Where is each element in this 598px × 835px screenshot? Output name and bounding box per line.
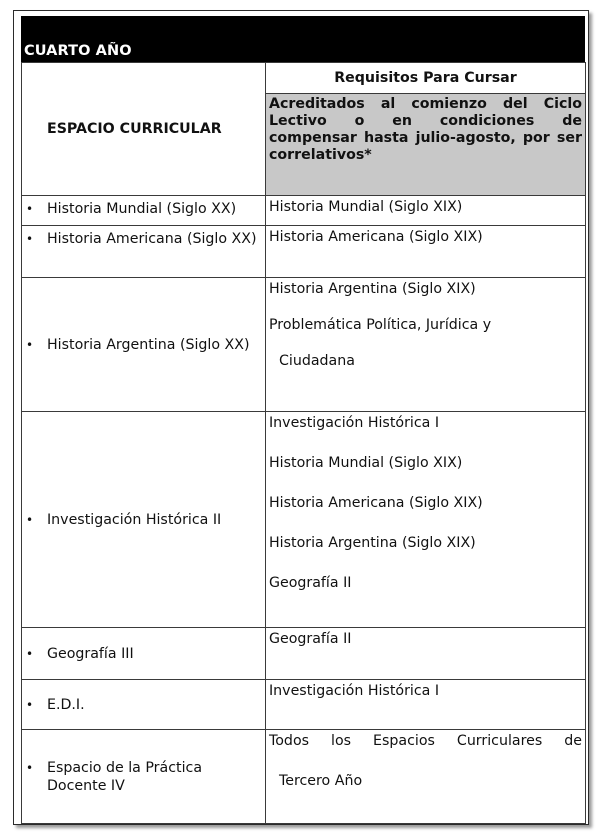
requirements-cell [266, 196, 586, 226]
table-row [22, 278, 586, 412]
requirement-item: Historia Argentina (Siglo XIX) [269, 281, 476, 297]
subject-label: E.D.I. [47, 696, 85, 713]
subject-cell [22, 196, 266, 226]
table-row [22, 628, 586, 680]
table-row [22, 730, 586, 824]
requirement-item: Investigación Histórica I [269, 415, 440, 431]
requirement-word: los [331, 733, 352, 749]
subject-label: Historia Mundial (Siglo XX) [47, 201, 237, 217]
bullet-icon: • [26, 697, 34, 712]
requirement-word: Curriculares [456, 733, 543, 749]
bullet-icon: • [26, 232, 34, 246]
requirement-item: Historia Mundial (Siglo XIX) [269, 455, 463, 471]
table-row [22, 196, 586, 226]
requirement-item: Geografía II [269, 575, 352, 591]
bullet-icon: • [26, 760, 34, 775]
requirement-item: Ciudadana [279, 353, 355, 369]
table-row [22, 680, 586, 730]
bullet-icon: • [26, 646, 34, 661]
bullet-icon: • [26, 202, 34, 216]
espacio-curricular-header: ESPACIO CURRICULAR [22, 63, 266, 196]
subject-cell [22, 278, 266, 412]
requirement-item [269, 732, 582, 750]
requirement-word: de [564, 733, 582, 749]
requirement-item: Historia Argentina (Siglo XIX) [269, 535, 476, 551]
requirement-item: Tercero Año [279, 773, 363, 789]
subject-label: Investigación Histórica II [47, 511, 222, 528]
bullet-icon: • [26, 337, 34, 352]
requirements-cell [266, 226, 586, 278]
table-row [22, 412, 586, 628]
requirement-item: Geografía II [269, 631, 352, 647]
subject-cell [22, 412, 266, 628]
section-title: CUARTO AÑO [24, 43, 132, 59]
subject-cell [22, 226, 266, 278]
subject-label: Historia Argentina (Siglo XX) [47, 336, 250, 353]
subject-label: Geografía III [47, 645, 134, 662]
requirements-cell [266, 278, 586, 412]
acreditados-subheader: Acreditados al comienzo del Ciclo Lectivo o en condiciones de compensar hasta julio-agosto, por ser correlativos* [266, 94, 586, 196]
requisitos-header: Requisitos Para Cursar [266, 63, 586, 94]
requirements-cell [266, 412, 586, 628]
requirements-cell [266, 680, 586, 730]
requirement-item: Investigación Histórica I [269, 683, 440, 699]
section-title-bar [21, 16, 585, 62]
requirement-item: Historia Mundial (Siglo XIX) [269, 199, 463, 215]
table-row [22, 226, 586, 278]
requirement-word: Espacios [373, 733, 435, 749]
subject-label: Historia Americana (Siglo XX) [47, 231, 257, 247]
requirement-item: Problemática Política, Jurídica y [269, 317, 492, 333]
subject-cell [22, 730, 266, 824]
subject-cell [22, 680, 266, 730]
requirement-item: Historia Americana (Siglo XIX) [269, 229, 483, 245]
requirement-word: Todos [269, 733, 310, 749]
bullet-icon: • [26, 512, 34, 527]
requirements-cell [266, 628, 586, 680]
requirements-cell [266, 730, 586, 824]
subject-label: Espacio de la Práctica Docente IV [47, 759, 203, 794]
curriculum-table [21, 62, 586, 824]
subject-cell [22, 628, 266, 680]
requirement-item: Historia Americana (Siglo XIX) [269, 495, 483, 511]
